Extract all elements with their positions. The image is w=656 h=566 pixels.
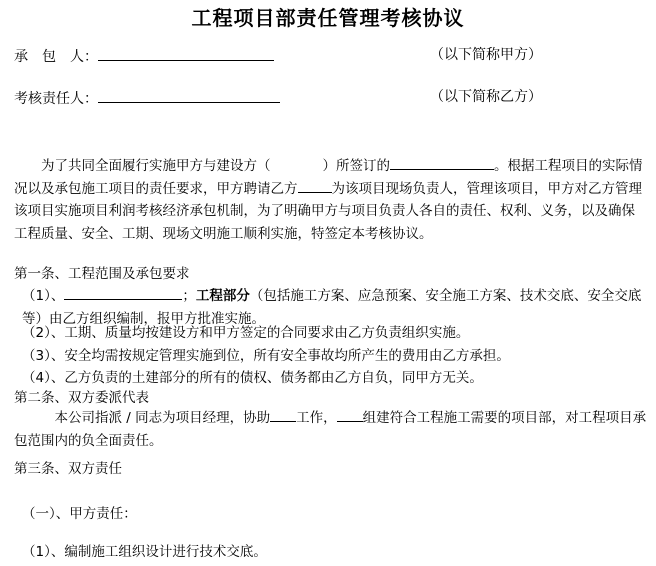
article-2-paragraph	[14, 407, 648, 452]
form-blank[interactable]	[337, 407, 363, 422]
article-2-text-1: 本公司指派 / 同志为项目经理，协助	[54, 410, 271, 426]
intro-text-2: ）所签订的	[322, 158, 390, 174]
contract-name-blank[interactable]	[390, 155, 494, 170]
article-1-heading: 第一条、工程范围及承包要求	[14, 266, 190, 282]
party-a-blank[interactable]	[98, 46, 274, 61]
article-2-text-2: 工作，	[296, 410, 337, 426]
assist-blank[interactable]	[270, 407, 296, 422]
article-1-item-3: （3）、安全均需按规定管理实施到位，所有安全事故均所产生的费用由乙方承担。	[22, 348, 510, 364]
party-a-label: 承 包 人：	[14, 49, 98, 65]
item-1-prefix: （1）、	[22, 288, 65, 304]
item-1-blank[interactable]	[64, 285, 182, 300]
intro-text-4: 为该项目现场负责人，管理该项目，甲方对乙方管理该项目实施项目利润考核经济承包机制，为了明确甲方与项目负责人各自的责任、权利、义务，以及确保工程质量、安全、工期、现场文明施工顺利实施，特签定本考核协议。	[14, 180, 642, 242]
article-1-item-2: （2）、工期、质量均按建设方和甲方签定的合同要求由乙方负责组织实施。	[22, 325, 470, 341]
article-2-heading: 第二条、双方委派代表	[14, 390, 149, 406]
article-3-heading: 第三条、双方责任	[14, 461, 122, 477]
intro-paragraph	[14, 155, 648, 245]
item-1-text: （包括施工方案、应急预案、安全施工方案、技术交底、安全交底等）由乙方组织编制，报甲方批准实施。	[22, 288, 642, 327]
intro-text-3: 。根据工程项目的实际情况以及承包施工项目的责任要求，甲方聘请乙方	[14, 158, 643, 197]
party-b-label: 考核责任人：	[14, 91, 98, 107]
party-a-line	[14, 46, 274, 67]
party-b-blank[interactable]	[98, 88, 280, 103]
article-2-text-3: 组建符合工程施工需要的项目部，对工程项目承包范围内的负全面责任。	[14, 410, 647, 449]
item-1-bold: 工程部分	[195, 288, 250, 304]
intro-text-1: 为了共同全面履行实施甲方与建设方（	[41, 158, 271, 174]
article-3-sub-1: （一）、甲方责任：	[22, 506, 137, 522]
party-a-note: （以下简称甲方）	[430, 47, 542, 63]
party-b-line	[14, 88, 280, 109]
party-b-note: （以下简称乙方）	[430, 89, 542, 105]
project-leader-blank[interactable]	[298, 178, 332, 193]
article-1-item-4: （4）、乙方负责的土建部分的所有的债权、债务都由乙方自负，同甲方无关。	[22, 370, 483, 386]
item-1-sep: ；	[182, 288, 196, 304]
article-3-item-1: （1）、编制施工组织设计进行技术交底。	[22, 544, 267, 560]
document-title: 工程项目部责任管理考核协议	[191, 6, 465, 30]
